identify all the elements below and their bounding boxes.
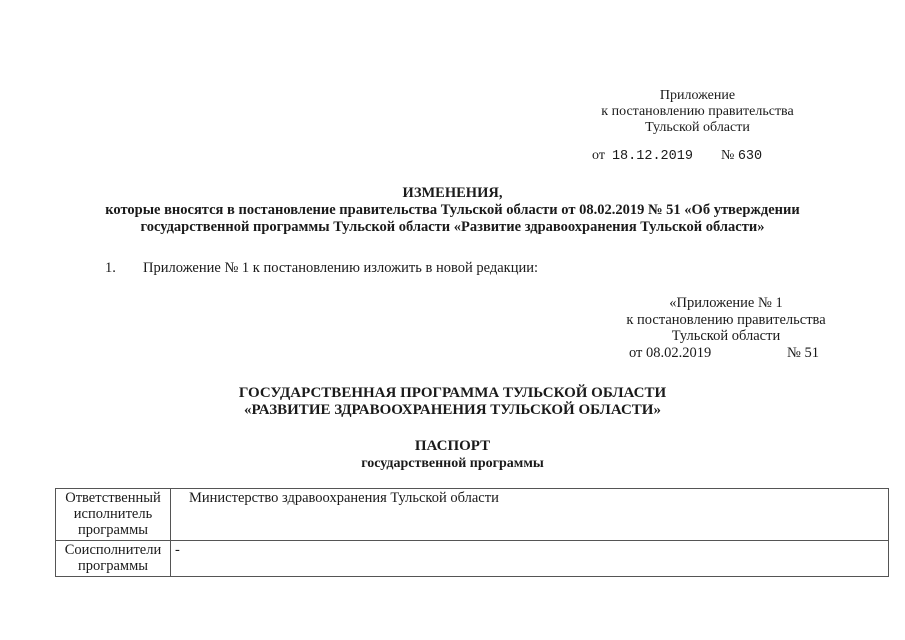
resolution-number: 630 — [737, 149, 763, 164]
table-cell-label: Соисполнители программы — [56, 541, 171, 577]
appendix-1-date: от 08.02.2019 — [629, 345, 712, 361]
appendix-1-line: Тульской области — [671, 328, 781, 344]
list-item-text: Приложение № 1 к постановлению изложить в новой редакции: — [143, 260, 539, 276]
resolution-date: 18.12.2019 — [611, 149, 693, 164]
passport-table — [55, 488, 889, 577]
list-item-1 — [105, 260, 538, 277]
passport-subheading: государственной программы — [361, 456, 544, 471]
changes-title — [40, 185, 865, 236]
number-prefix: № — [720, 148, 735, 163]
appendix-header-line: к постановлению правительства — [601, 104, 794, 119]
table-cell-label: Ответственный исполнитель программы — [56, 489, 171, 541]
table-row — [56, 489, 889, 541]
program-title-line-1: ГОСУДАРСТВЕННАЯ ПРОГРАММА ТУЛЬСКОЙ ОБЛАСТИ — [238, 385, 667, 401]
passport-heading: ПАСПОРТ — [414, 438, 491, 454]
table-row — [56, 541, 889, 577]
appendix-header-line: Приложение — [659, 88, 736, 103]
appendix-1-line: к постановлению правительства — [626, 311, 826, 328]
changes-line-2: государственной программы Тульской области «Развитие здравоохранения Тульской области» — [140, 219, 765, 235]
program-title — [100, 385, 805, 419]
changes-heading: ИЗМЕНЕНИЯ, — [402, 185, 503, 201]
passport-title — [100, 437, 805, 473]
resolution-date-number — [592, 148, 762, 164]
changes-line-1: которые вносятся в постановление правительства Тульской области от 08.02.2019 № 51 «Об утверждении — [105, 202, 800, 218]
appendix-header — [560, 88, 835, 136]
table-cell-value: - — [171, 541, 889, 577]
table-cell-value: Министерство здравоохранения Тульской области — [171, 489, 889, 541]
appendix-1-number: № 51 — [787, 345, 819, 361]
appendix-1-header — [610, 295, 842, 345]
program-title-line-2: «РАЗВИТИЕ ЗДРАВООХРАНЕНИЯ ТУЛЬСКОЙ ОБЛАСТИ» — [244, 402, 661, 418]
appendix-1-date-number — [629, 345, 819, 362]
date-prefix: от — [592, 148, 605, 163]
appendix-1-line: «Приложение № 1 — [669, 295, 783, 311]
list-item-number: 1. — [105, 260, 116, 276]
appendix-header-line: Тульской области — [645, 120, 750, 135]
